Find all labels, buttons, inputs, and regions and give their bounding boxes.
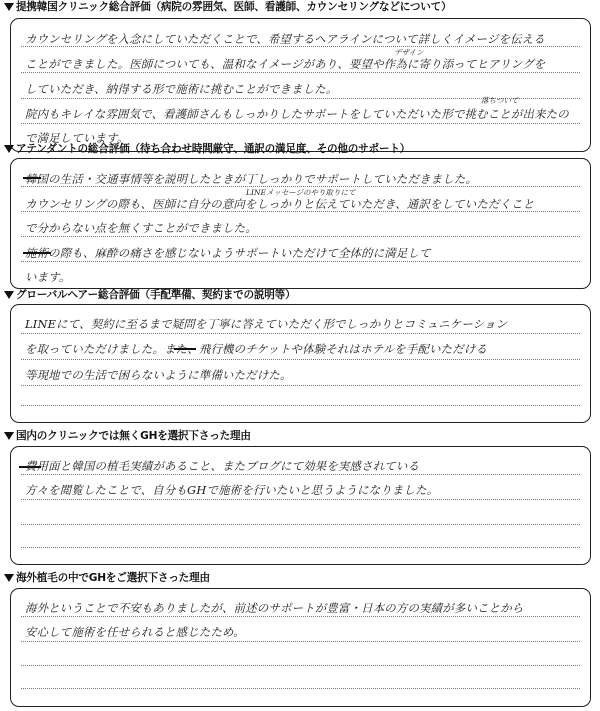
ruled-line xyxy=(21,499,580,500)
handwritten-line: LINEにて、契約に至るまで疑問を丁寧に答えていただく形でしっかりとコミュニケーション xyxy=(25,317,508,331)
handwritten-line: 費用面と韓国の植毛実績があること、またブログにて効果を実感されている xyxy=(25,459,420,473)
ruled-line xyxy=(21,474,580,475)
strikethrough-mark xyxy=(23,252,51,254)
strikethrough-mark xyxy=(23,177,41,179)
answer-box xyxy=(10,588,591,707)
section-title-text: 海外植毛の中でGHをご選択下さった理由 xyxy=(16,572,210,584)
section-title xyxy=(4,571,210,585)
section-title xyxy=(4,142,410,156)
answer-box xyxy=(10,18,591,152)
triangle-marker-icon xyxy=(4,291,14,299)
answer-box xyxy=(10,158,591,289)
ruled-line xyxy=(21,261,580,262)
handwritten-line: 韓国の生活・交通事情等を説明したときが丁しっかりでサポートしていただきました。 xyxy=(25,172,478,186)
ruled-line xyxy=(21,46,580,47)
handwritten-line: 安心して施術を任せられると感じたため。 xyxy=(25,625,245,639)
handwritten-line: 施術の際も、麻酔の痛さを感じないようサポートいただけて全体的に満足して xyxy=(25,246,431,260)
handwritten-line: で満足しています。 xyxy=(25,131,129,145)
section-attendant-evaluation xyxy=(0,142,600,292)
ruled-line xyxy=(21,547,580,548)
handwritten-annotation: LINEメッセージのやり取りにて xyxy=(246,188,356,197)
triangle-marker-icon xyxy=(4,3,14,11)
ruled-line xyxy=(21,236,580,237)
answer-box xyxy=(10,446,591,565)
strikethrough-mark xyxy=(19,466,41,468)
ruled-line xyxy=(21,211,580,212)
ruled-line xyxy=(21,123,580,124)
handwritten-line: カウンセリングの際も、医師に自分の意向をしっかりと伝えていただき、通訳をしていただくこと xyxy=(25,197,535,211)
ruled-line xyxy=(21,616,580,617)
handwritten-line: 海外ということで不安もありましたが、前述のサポートが豊富・日本の方の実績が多いことから xyxy=(25,601,524,615)
handwritten-line: で分からない点を無くすことができました。 xyxy=(25,221,257,235)
section-title-text: アテンダントの総合評価（待ち合わせ時間厳守、通訳の満足度、その他のサポート） xyxy=(16,143,411,155)
handwritten-annotation: デザイン xyxy=(394,48,424,57)
ruled-line xyxy=(21,524,580,525)
ruled-line xyxy=(21,688,580,689)
ruled-line xyxy=(21,333,580,334)
section-title-text: 提携韓国クリニック総合評価（病院の雰囲気、医師、看護師、カウンセリングなどについて） xyxy=(16,1,452,13)
ruled-line xyxy=(21,641,580,642)
handwritten-line: います。 xyxy=(25,270,71,284)
section-reason-gh-over-overseas xyxy=(0,571,600,709)
handwritten-line: カウンセリングを入念にしていただくことで、希望するヘアラインについて詳しくイメージを伝える xyxy=(25,32,545,46)
triangle-marker-icon xyxy=(4,574,14,582)
answer-box xyxy=(10,304,591,423)
section-reason-gh-over-domestic xyxy=(0,429,600,567)
section-title xyxy=(4,0,451,14)
handwritten-line: ことができました。医師についても、温和なイメージがあり、要望や作為に寄り添ってヒアリングを xyxy=(25,57,546,71)
handwritten-line: 院内もキレイな雰囲気で、看護師さんもしっかりしたサポートをしていただいた形で挑むことが出来たの xyxy=(25,107,569,121)
handwritten-line: していただき、納得する形で施術に挑むことができました。 xyxy=(25,82,338,96)
handwritten-line: 方々を閲覧したことで、自分もGHで施術を行いたいと思うようになりました。 xyxy=(25,483,439,497)
strikethrough-mark xyxy=(174,348,196,350)
section-title-text: グローバルヘアー総合評価（手配準備、契約までの説明等） xyxy=(16,289,296,301)
section-title xyxy=(4,429,251,443)
handwritten-annotation: 落ちついて xyxy=(481,96,519,105)
handwritten-line: 等現地での生活で困らないように準備いただけた。 xyxy=(25,368,292,382)
section-clinic-evaluation xyxy=(0,0,600,152)
ruled-line xyxy=(21,359,580,360)
ruled-line xyxy=(21,385,580,386)
triangle-marker-icon xyxy=(4,145,14,153)
ruled-line xyxy=(21,405,580,406)
section-title xyxy=(4,288,295,302)
ruled-line xyxy=(21,665,580,666)
handwritten-line: を取っていただけました。また、飛行機のチケットや体験それはホテルを手配いただける xyxy=(25,342,488,356)
section-globalhair-evaluation xyxy=(0,288,600,426)
triangle-marker-icon xyxy=(4,432,14,440)
section-title-text: 国内のクリニックでは無くGHを選択下さった理由 xyxy=(16,430,251,442)
ruled-line xyxy=(21,72,580,73)
